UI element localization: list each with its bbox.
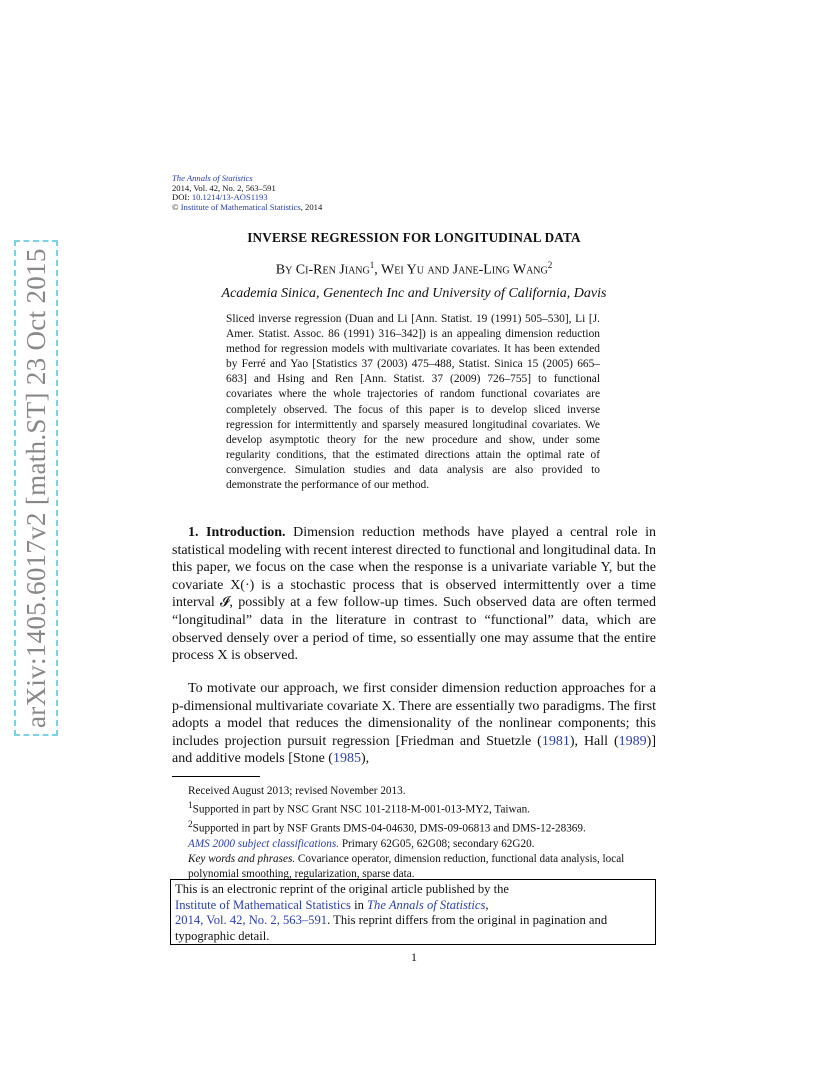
reprint-rest: . This reprint differs from the original in pagination and typographic detail. — [175, 913, 608, 943]
journal-header — [172, 174, 322, 212]
citation-link-1989[interactable]: 1989 — [618, 733, 647, 749]
reprint-journal-link[interactable]: The Annals of Statistics — [367, 897, 486, 912]
citation-link-1981[interactable]: 1981 — [541, 733, 570, 749]
copyright-year: , 2014 — [300, 201, 323, 212]
journal-name-link[interactable]: The Annals of Statistics — [172, 173, 253, 183]
reprint-institute-link[interactable]: Institute of Mathematical Statistics — [175, 897, 351, 912]
intro-p2-text-b: ), Hall ( — [569, 733, 619, 749]
footnote-1-mark: 1 — [188, 801, 193, 812]
keywords-label: Key words and phrases. — [188, 853, 296, 866]
affiliation: Academia Sinica, Genentech Inc and University of California, Davis — [221, 286, 607, 301]
institute-link[interactable]: Institute of Mathematical Statistics — [180, 201, 301, 212]
ams-text: Primary 62G05, 62G08; secondary 62G20. — [339, 838, 535, 851]
author-line — [0, 260, 828, 279]
ams-classification — [172, 837, 656, 852]
footnote-2-text: Supported in part by NSF Grants DMS-04-04630, DMS-09-06813 and DMS-12-28369. — [192, 822, 586, 835]
footnote-2-mark: 2 — [188, 820, 193, 831]
abstract: Sliced inverse regression (Duan and Li [Ann. Statist. 19 (1991) 505–530], Li [J. Amer. Statist. Assoc. 86 (1991) 316–342]) is an appealing dimension reduction method for regression models with multivariate covariates. It has been extended by Ferré and Yao [Statistics 37 (2003) 475–488, Statist. Sinica 15 (2005) 665–683] and Hsing and Ren [Ann. Statist. 37 (2009) 726–755] to functional covariates where the whole trajectories of random functional covariates are completely observed. The focus of this paper is to develop sliced inverse regression for intermittently and sparsely measured longitudinal covariates. We develop asymptotic theory for the new procedure and show, under some regularity conditions, that the estimated directions attain the optimal rate of convergence. Simulation studies and data analysis are also provided to demonstrate the performance of our method. — [226, 313, 600, 492]
author-2-3: Wei Yu and Jane-Ling Wang — [381, 262, 548, 278]
arxiv-identifier[interactable]: arXiv:1405.6017v2 [math.ST] 23 Oct 2015 — [14, 240, 58, 736]
footnotes — [172, 784, 656, 883]
volume-info: 2014, Vol. 42, No. 2, 563–591 — [172, 182, 276, 193]
page-number: 1 — [411, 950, 417, 964]
received-date: Received August 2013; revised November 2013. — [188, 785, 406, 797]
reprint-in: in — [350, 897, 368, 912]
intro-p2-text-d: ), — [360, 751, 370, 767]
footnote-1-text: Supported in part by NSC Grant NSC 101-2118-M-001-013-MY2, Taiwan. — [192, 803, 530, 816]
intro-paragraph-1 — [172, 524, 656, 665]
footnote-1 — [172, 799, 656, 818]
reprint-notice-box — [170, 879, 656, 945]
footnote-divider — [172, 776, 260, 777]
keywords-text: Covariance operator, dimension reduction, functional data analysis, local polynomial smoothing, regularization, sparse data. — [188, 853, 625, 881]
by-label: By — [275, 262, 296, 278]
paper-title: INVERSE REGRESSION FOR LONGITUDINAL DATA — [247, 230, 581, 245]
copyright-icon: © — [172, 201, 179, 212]
doi-link[interactable]: 10.1214/13-AOS1193 — [191, 192, 268, 203]
ams-link[interactable]: AMS 2000 subject classifications. — [188, 838, 340, 851]
reprint-line-1: This is an electronic reprint of the original article published by the — [175, 882, 509, 896]
doi-label: DOI: — [172, 192, 192, 203]
citation-link-1985[interactable]: 1985 — [332, 751, 361, 767]
reprint-volume-link[interactable]: 2014, Vol. 42, No. 2, 563–591 — [175, 913, 328, 928]
author-1-footnote-mark[interactable]: 1 — [369, 260, 375, 270]
intro-paragraph-2 — [172, 680, 656, 768]
reprint-comma: , — [485, 897, 489, 912]
author-1: Ci-Ren Jiang — [295, 262, 370, 278]
intro-p1-text: Dimension reduction methods have played a central role in statistical modeling with recent interest directed to functional and longitudinal data. In this paper, we focus on the case when the response is a univariate variable Y, but the covariate X(·) is a stochastic process that is observed intermittently over a time interval 𝓘, possibly at a few follow-up times. Such observed data are often termed “longitudinal” data in the literature in contrast to “functional” data, which are observed densely over a period of time, so essentially one may assume that the entire process X is observed. — [172, 525, 657, 664]
author-2-footnote-mark[interactable]: 2 — [547, 260, 553, 270]
intro-p2-text-c: )] and additive models [Stone ( — [172, 733, 656, 767]
intro-p2-text-a: To motivate our approach, we first consider dimension reduction approaches for a p-dimensional multivariate covariate X. There are essentially two paradigms. The first adopts a model that reduces the dimensionality of the nonlinear components; this includes projection pursuit regression [Friedman and Stuetzle ( — [172, 681, 656, 749]
section-heading: 1. Introduction. — [188, 525, 286, 540]
footnote-2 — [172, 818, 656, 837]
author-separator: , — [374, 262, 381, 278]
